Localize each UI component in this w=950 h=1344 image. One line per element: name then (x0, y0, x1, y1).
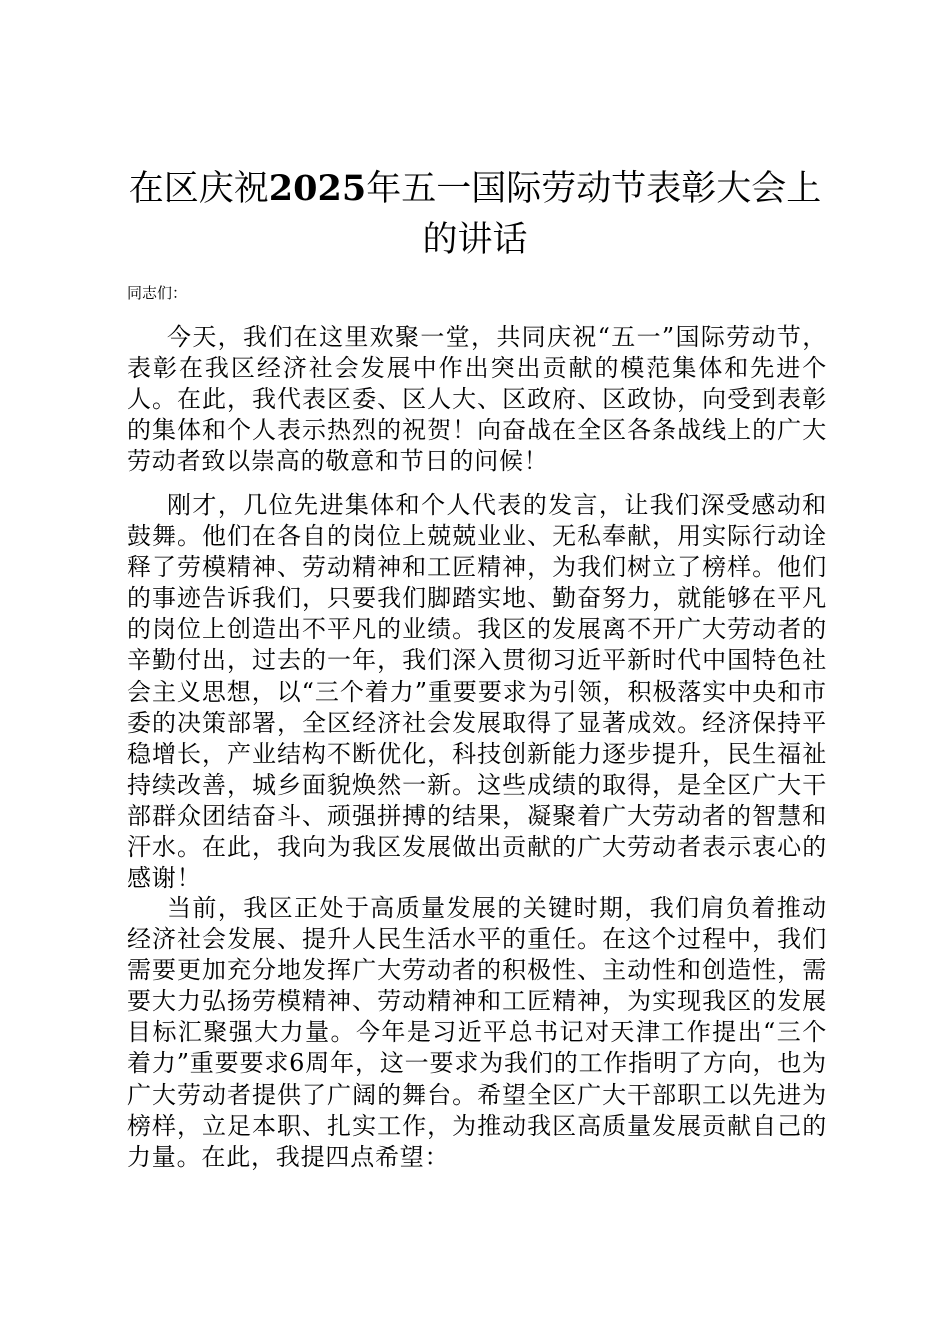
title-part-1: 在区庆祝 (128, 169, 269, 209)
paragraph-1: 今天，我们在这里欢聚一堂，共同庆祝“五一”国际劳动节，表彰在我区经济社会发展中作出突出贡献的模范集体和先进个人。在此，我代表区委、区人大、区政府、区政协，向受到表彰的集体和个人表示热烈的祝贺！向奋战在全区各条战线上的广大劳动者致以崇高的敬意和节日的问候！ (127, 323, 827, 476)
salutation: 同志们： (127, 284, 188, 302)
document-title (120, 163, 830, 266)
title-part-2: 年五一国际劳动节表彰大会上的讲话 (366, 169, 822, 260)
paragraph-3: 当前，我区正处于高质量发展的关键时期，我们肩负着推动经济社会发展、提升人民生活水平的重任。在这个过程中，我们需要更加充分地发挥广大劳动者的积极性、主动性和创造性，需要大力弘扬劳模精神、劳动精神和工匠精神，为实现我区的发展目标汇聚强大力量。今年是习近平总书记对天津工作提出“三个着力”重要要求6周年，这一要求为我们的工作指明了方向，也为广大劳动者提供了广阔的舞台。希望全区广大干部职工以先进为榜样，立足本职、扎实工作，为推动我区高质量发展贡献自己的力量。在此，我提四点希望： (127, 894, 827, 1171)
paragraph-2: 刚才，几位先进集体和个人代表的发言，让我们深受感动和鼓舞。他们在各自的岗位上兢兢业业、无私奉献，用实际行动诠释了劳模精神、劳动精神和工匠精神，为我们树立了榜样。他们的事迹告诉我们，只要我们脚踏实地、勤奋努力，就能够在平凡的岗位上创造出不平凡的业绩。我区的发展离不开广大劳动者的辛勤付出，过去的一年，我们深入贯彻习近平新时代中国特色社会主义思想，以“三个着力”重要要求为引领，积极落实中央和市委的决策部署，全区经济社会发展取得了显著成效。经济保持平稳增长，产业结构不断优化，科技创新能力逐步提升，民生福祉持续改善，城乡面貌焕然一新。这些成绩的取得，是全区广大干部群众团结奋斗、顽强拼搏的结果，凝聚着广大劳动者的智慧和汗水。在此，我向为我区发展做出贡献的广大劳动者表示衷心的感谢！ (127, 491, 827, 893)
title-year: 2025 (268, 168, 367, 209)
